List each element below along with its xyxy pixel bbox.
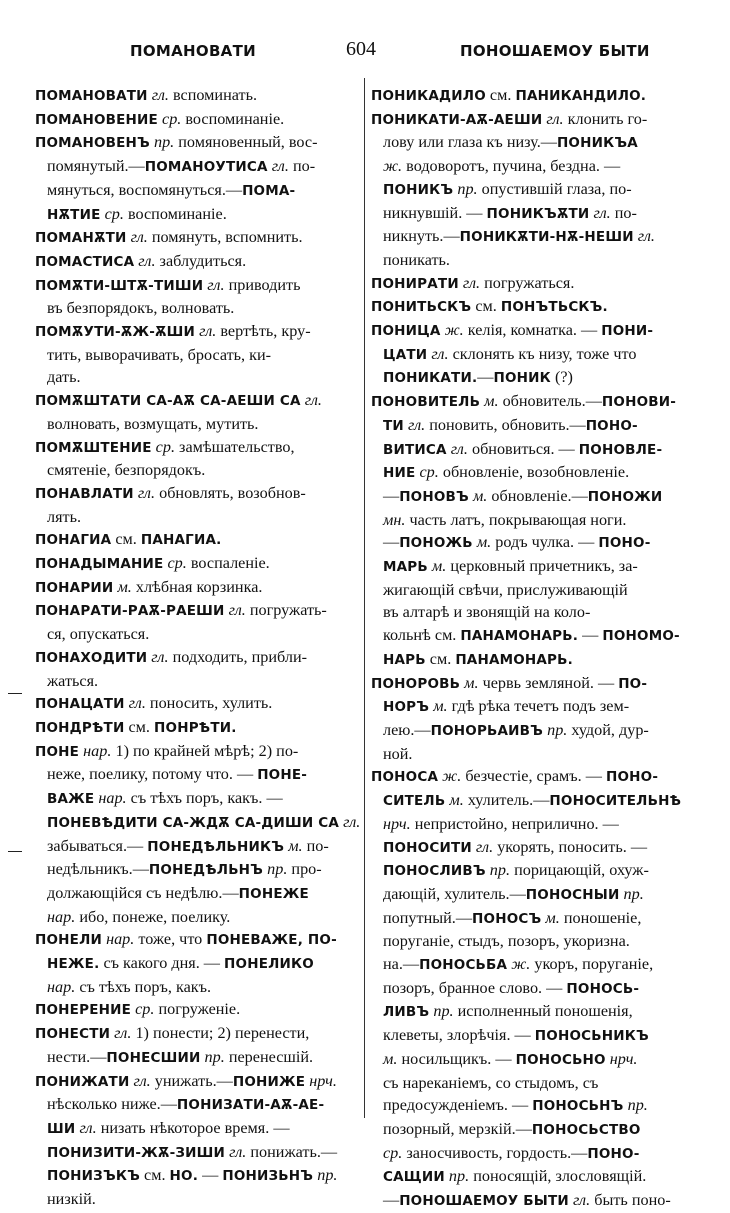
column-divider <box>364 78 365 1118</box>
entry-line: забываться.— ПОНЕДѢЛЬНИКЪ м. по- <box>47 836 329 855</box>
headword: НАРЬ <box>383 651 426 668</box>
grammar-label: ж. <box>442 767 462 786</box>
grammar-label: м. <box>484 392 499 411</box>
entry-line: волновать, возмущать, мутить. <box>47 414 259 433</box>
grammar-label: ср. <box>419 463 439 482</box>
entry-line: НАРЬ см. ПАНАМОНАРЬ. <box>383 649 573 668</box>
grammar-label: м. <box>117 577 132 596</box>
dictionary-entry <box>35 436 357 482</box>
headword: НѪТИЕ <box>47 206 101 223</box>
dictionary-entry <box>35 84 357 108</box>
grammar-label: гл. <box>637 227 655 246</box>
headword: ПОНИКЪ <box>383 181 454 198</box>
grammar-label: пр. <box>153 133 175 152</box>
entry-line: ПОНЕЛИ нар. тоже, что ПОНЕВАЖЕ, ПО- <box>35 930 337 949</box>
headword: ПОНИТЬСКЪ <box>371 299 472 316</box>
entry-line: САЩИИ пр. поносящій, злословящій. <box>383 1167 647 1186</box>
headword: ПОМАНОВЕНИЕ <box>35 111 158 128</box>
entry-line: ПОНИЗИТИ-ЖѪ-ЗИШИ гл. понижать.— <box>47 1142 338 1161</box>
entry-line: СИТЕЛЬ м. хулитель.—ПОНОСИТЕЛЬНѢ <box>383 791 682 810</box>
headword: ПО- <box>618 675 648 692</box>
headword: ПОМѪШТЕНИЕ <box>35 439 152 456</box>
headword: ПОНЕ- <box>257 767 308 784</box>
headword: ПОНОСЬ- <box>566 980 640 997</box>
grammar-label: гл. <box>431 344 449 363</box>
entry-line: ШИ гл. низать нѣкоторое время. — <box>47 1118 290 1137</box>
headword: НИЕ <box>383 465 416 482</box>
entry-line: въ безпорядокъ, волновать. <box>47 299 235 318</box>
dictionary-entry <box>35 1022 357 1069</box>
grammar-label: ср. <box>162 109 182 128</box>
headword: ПОМАНОВЕНЪ <box>35 135 150 152</box>
grammar-label: гл. <box>343 812 361 831</box>
entry-line: съ нареканіемъ, со стыдомъ, съ <box>383 1073 599 1092</box>
grammar-label: м. <box>545 908 560 927</box>
headword: ПОНЕДѢЛЬНИКЪ <box>147 838 285 855</box>
entry-line: —ПОНОЖЬ м. родъ чулка. — ПОНО- <box>383 533 651 552</box>
entry-line <box>35 389 357 413</box>
headword: ПОНИКѪТИ-НѪ-НЕШИ <box>459 229 634 246</box>
headword: ПАНИКАНДИЛО. <box>515 88 647 104</box>
grammar-label: м. <box>383 1049 398 1068</box>
entry-line: нести.—ПОНЕСШИИ пр. перенесшій. <box>47 1047 314 1066</box>
entry-line: ПОНИЖАТИ гл. унижать.—ПОНИЖЕ нрч. <box>35 1071 337 1090</box>
headword: ПОНИЖЕ <box>232 1073 306 1090</box>
entry-line: дающій, хулитель.—ПОНОСНЫИ пр. <box>383 884 644 903</box>
headword: ПОНЕСТИ <box>35 1026 111 1043</box>
entry-line: позоръ, бранное слово. — ПОНОСЬ- <box>383 978 640 997</box>
grammar-label: гл. <box>228 601 246 620</box>
entry-line: ВИТИСА гл. обновиться. — ПОНОВЛЕ- <box>383 439 663 458</box>
page-header <box>0 38 730 68</box>
grammar-label: м. <box>476 533 492 552</box>
grammar-label: пр. <box>317 1166 338 1185</box>
grammar-label: ж. <box>383 157 403 176</box>
entry-line <box>35 811 361 835</box>
grammar-label: нар. <box>47 977 76 996</box>
entry-line: лять. <box>47 507 82 526</box>
headword: ПОНЕВАЖЕ, ПО- <box>206 932 337 949</box>
dictionary-entry <box>35 576 357 600</box>
entry-line: никнуть.—ПОНИКѪТИ-НѪ-НЕШИ гл. <box>383 227 655 246</box>
grammar-label: гл. <box>79 1118 97 1137</box>
dictionary-entry <box>371 84 695 108</box>
dictionary-entry <box>35 274 357 320</box>
entry-line: нар. ибо, понеже, поелику. <box>47 907 231 926</box>
dictionary-entry <box>35 320 357 389</box>
headword: ПОНРѢТИ. <box>154 719 237 736</box>
headword: ПОНОРОВЬ <box>371 675 461 692</box>
entry-line: лею.—ПОНОРЬАИВЪ пр. худой, дур- <box>383 720 649 739</box>
entry-line: НИЕ ср. обновленіе, возобновленіе. <box>383 463 630 482</box>
entry-line: попутный.—ПОНОСЪ м. поношеніе, <box>383 908 642 927</box>
headword: ЛИВЪ <box>383 1004 430 1021</box>
grammar-label: м. <box>433 697 448 716</box>
headword: ПОНОВЛЕ- <box>578 441 663 458</box>
headword: ПОНОСЬНИКЪ <box>534 1028 649 1045</box>
dictionary-entry <box>35 740 361 929</box>
grammar-label: гл. <box>128 694 146 713</box>
headword: ПОНАРАТИ-РАѪ-РАЕШИ <box>35 603 225 620</box>
entry-line: ср. заносчивость, гордость.—ПОНО- <box>383 1143 640 1162</box>
headword: НЕЖЕ. <box>47 956 100 973</box>
grammar-label: нрч. <box>383 814 411 833</box>
headword: ПОМАНѪТИ <box>35 230 127 247</box>
headword: ПОМѪУТИ-ѪЖ-ѪШИ <box>35 324 196 341</box>
grammar-label: пр. <box>267 860 288 879</box>
entry-line: нар. съ тѣхъ поръ, какъ. <box>47 977 212 996</box>
dictionary-entry <box>371 108 695 272</box>
headword: ПАНАМОНАРЬ. <box>460 628 579 645</box>
grammar-label: ср. <box>104 204 124 223</box>
entry-line: тить, выворачивать, бросать, ки- <box>47 345 272 364</box>
headword: ПОНАРИИ <box>35 579 114 596</box>
headword: МАРЬ <box>383 559 428 576</box>
headword: ПОНИЗАТИ-АѪ-АЕ- <box>176 1097 325 1114</box>
grammar-label: м. <box>472 486 488 505</box>
headword: ПОНАГИА <box>35 532 112 549</box>
dictionary-entry <box>35 998 357 1022</box>
grammar-label: ж. <box>511 955 531 974</box>
dictionary-entry <box>371 272 695 296</box>
grammar-label: гл. <box>137 483 156 502</box>
headword: ПОНИЗЪКЪ <box>47 1168 140 1185</box>
headword: ПОНИКАТИ-АѪ-АЕШИ <box>371 111 543 128</box>
entry-line: МАРЬ м. церковный причетникъ, за- <box>383 557 638 576</box>
entry-line: ПОМѪШТЕНИЕ ср. замѣшательство, <box>35 437 295 456</box>
entry-line: мянуться, воспомянуться.—ПОМА- <box>47 180 296 199</box>
grammar-label: гл. <box>546 109 564 128</box>
entry-line: ПОНИКАТИ-АѪ-АЕШИ гл. клонить го- <box>371 109 648 128</box>
grammar-label: м. <box>449 791 464 810</box>
grammar-label: ср. <box>135 1000 155 1019</box>
entry-line: НОРЪ м. гдѣ рѣка течетъ подъ зем- <box>383 697 630 716</box>
dictionary-entry <box>35 599 357 645</box>
headword: ШИ <box>47 1120 76 1137</box>
entry-line: ПОНИКАДИЛО см. ПАНИКАНДИЛО. <box>371 86 647 104</box>
dictionary-entry <box>35 389 357 435</box>
headword: ПОНО- <box>598 535 651 552</box>
entry-line: ПОНАЦАТИ гл. поносить, хулить. <box>35 694 273 713</box>
entry-line: м. носильщикъ. — ПОНОСЬНО нрч. <box>383 1049 638 1068</box>
entry-line: низкій. <box>47 1190 96 1209</box>
headword: НОРЪ <box>383 699 430 716</box>
entry-line: ПОНАДЫМАНИЕ ср. воспаленіе. <box>35 554 270 573</box>
dictionary-entry <box>35 646 357 692</box>
entry-line: ПОНЕ нар. 1) по крайней мѣрѣ; 2) по- <box>35 741 299 760</box>
entry-line: жигающій свѣчи, прислуживающій <box>383 580 628 599</box>
margin-mark <box>8 851 22 852</box>
entry-line: поруганіе, стыдъ, позоръ, укоризна. <box>383 932 630 951</box>
entry-line: ПОМѪТИ-ШТѪ-ТИШИ гл. приводить <box>35 275 301 294</box>
headword: ПОНОШАЕМОУ БЫТИ <box>399 1193 569 1210</box>
entry-line: ПОМАНѪТИ гл. помянуть, вспомнить. <box>35 228 303 247</box>
grammar-label: гл. <box>572 1191 591 1210</box>
grammar-label: м. <box>431 557 447 576</box>
entry-line: ПОНЕРЕНИЕ ср. погруженіе. <box>35 1000 241 1019</box>
grammar-label: гл. <box>114 1024 132 1043</box>
entry-line: въ алтарѣ и звонящій на коло- <box>383 603 591 622</box>
headword: ПОМАСТИСА <box>35 253 135 270</box>
grammar-label: гл. <box>462 273 481 292</box>
headword: ПОНИ- <box>601 323 654 340</box>
entry-line: ся, опускаться. <box>47 625 150 644</box>
entry-line: ПОМАНОВЕНЪ пр. помяновенный, вос- <box>35 133 318 152</box>
dictionary-entry <box>371 390 695 671</box>
entry-line: ПОНИТЬСКЪ см. ПОНЪТЬСКЪ. <box>371 297 608 316</box>
grammar-label: гл. <box>271 157 289 176</box>
entry-line: никнувшій. — ПОНИКЪѪТИ гл. по- <box>383 203 637 222</box>
headword: ПОНОСИТИ <box>383 839 472 856</box>
headword: ПОНОРЬАИВЪ <box>430 722 544 739</box>
entry-line: позорный, мерзкій.—ПОНОСЬСТВО <box>383 1119 641 1138</box>
right-column <box>371 84 695 1213</box>
grammar-label: ср. <box>155 437 175 456</box>
headword: ПОНОСЬНО <box>515 1051 606 1068</box>
entry-line: ПОНАХОДИТИ гл. подходить, прибли- <box>35 647 308 666</box>
headword: ПОНЕЖЕ <box>238 885 309 902</box>
entry-line: неже, поелику, потому что. — ПОНЕ- <box>47 765 308 784</box>
entry-line: ПОМАНОВАТИ гл. вспоминать. <box>35 86 258 104</box>
headword: ПОНОСЬСТВО <box>531 1121 641 1138</box>
grammar-label: гл. <box>133 1071 151 1090</box>
entry-line: нѣсколько ниже.—ПОНИЗАТИ-АѪ-АЕ- <box>47 1095 325 1114</box>
headword: ПОНИКЪА <box>556 135 638 152</box>
grammar-label: мн. <box>383 510 406 529</box>
entry-line: ВАЖЕ нар. съ тѣхъ поръ, какъ. — <box>47 789 283 808</box>
grammar-label: пр. <box>623 884 644 903</box>
grammar-label: гл. <box>304 391 322 410</box>
dictionary-entry <box>35 692 357 716</box>
entry-line: ной. <box>383 744 413 763</box>
headword: ПОМѪШТАТИ СА-АѪ СА-АЕШИ СА <box>35 393 301 410</box>
grammar-label: нрч. <box>309 1071 337 1090</box>
entry-line: ПОНАГИА см. ПАНАГИА. <box>35 530 222 549</box>
entry-line: на.—ПОНОСЬБА ж. укоръ, поруганіе, <box>383 955 654 974</box>
grammar-label: м. <box>288 836 303 855</box>
grammar-label: пр. <box>489 861 511 880</box>
dictionary-entry <box>35 528 357 552</box>
entry-line: ПОНАВЛАТИ гл. обновлять, возобнов- <box>35 483 306 502</box>
headword: ПОНО- <box>585 417 638 434</box>
entry-line: ТИ гл. поновить, обновить.—ПОНО- <box>383 415 638 434</box>
headword: ПОНОСЬБА <box>419 957 508 974</box>
entry-line: ПОНИЗЪКЪ см. НО. — ПОНИЗЬНЪ пр. <box>47 1166 338 1185</box>
running-head-right: ПОНОШАЕМОУ БЫТИ <box>460 42 650 60</box>
page-number: 604 <box>346 38 376 60</box>
headword: ПОНОСЪ <box>472 910 542 927</box>
entry-line: ПОНАРИИ м. хлѣбная корзинка. <box>35 577 263 596</box>
entry-line: НЕЖЕ. съ какого дня. — ПОНЕЛИКО <box>47 954 314 973</box>
headword: ЦАТИ <box>383 346 428 363</box>
grammar-label: м. <box>464 673 479 692</box>
grammar-label: пр. <box>204 1047 225 1066</box>
grammar-label: ср. <box>167 554 187 573</box>
entry-line: ПОНЕСТИ гл. 1) понести; 2) перенести, <box>35 1024 310 1043</box>
headword: ПОНОСНЫИ <box>525 886 620 903</box>
headword: ПОНОСЛИВЪ <box>383 863 486 880</box>
dictionary-entry <box>35 131 357 226</box>
grammar-label: гл. <box>229 1142 247 1161</box>
headword: ПОНО- <box>605 769 659 786</box>
headword: ПОНОВИ- <box>601 394 677 411</box>
entry-line: —ПОНОШАЕМОУ БЫТИ гл. быть поно- <box>383 1191 671 1210</box>
entry-line: ПОНОРОВЬ м. червь земляной. — ПО- <box>371 673 648 692</box>
dictionary-entry <box>371 765 695 1212</box>
headword: ПОНОМО- <box>602 628 680 645</box>
headword: ПОНИЦА <box>371 323 441 340</box>
grammar-label: гл. <box>450 439 468 458</box>
dictionary-entry <box>371 319 695 390</box>
entry-line: ПОМѪУТИ-ѪЖ-ѪШИ гл. вертѣть, кру- <box>35 322 311 341</box>
dictionary-entry <box>371 295 695 319</box>
entry-line: ж. водоворотъ, пучина, бездна. — <box>383 157 621 176</box>
entry-line: ПОМАСТИСА гл. заблудиться. <box>35 251 247 270</box>
grammar-label: нар. <box>83 741 112 760</box>
headword: ПОНАХОДИТИ <box>35 649 148 666</box>
headword: ПОНИКАТИ. <box>383 370 478 387</box>
entry-line: помянутый.—ПОМАНОУТИСА гл. по- <box>47 157 316 176</box>
headword: САЩИИ <box>383 1169 445 1186</box>
headword: ПОНОВИТЕЛЬ <box>371 394 481 411</box>
grammar-label: пр. <box>433 1002 454 1021</box>
dictionary-entry <box>371 672 695 766</box>
headword: ПОНОСЬНЪ <box>532 1098 624 1115</box>
entry-line: предосужденіемъ. — ПОНОСЬНЪ пр. <box>383 1096 648 1115</box>
headword: ПОМАНОУТИСА <box>144 159 268 176</box>
running-head-left: ПОМАНОВАТИ <box>130 42 256 60</box>
entry-line: ПОНАРАТИ-РАѪ-РАЕШИ гл. погружать- <box>35 601 327 620</box>
grammar-label: пр. <box>547 720 568 739</box>
entry-line: ПОНОСИТИ гл. укорять, поносить. — <box>383 837 648 856</box>
margin-mark <box>8 693 22 694</box>
headword: ПОНИЗИТИ-ЖѪ-ЗИШИ <box>47 1144 226 1161</box>
grammar-label: нар. <box>47 907 76 926</box>
headword: ПОНАДЫМАНИЕ <box>35 556 164 573</box>
headword: ПАНАМОНАРЬ. <box>455 651 573 668</box>
headword: ПОНАЦАТИ <box>35 696 125 713</box>
entry-line: смятеніе, безпорядокъ. <box>47 461 206 480</box>
grammar-label: ж. <box>444 321 464 340</box>
headword: ПОНЪТЬСКЪ. <box>500 299 608 316</box>
grammar-label: гл. <box>138 251 156 270</box>
entry-line: ПОНИЦА ж. келія, комнатка. — ПОНИ- <box>371 321 654 340</box>
entry-line: нрч. непристойно, неприлично. — <box>383 814 619 833</box>
dictionary-entry <box>35 716 357 740</box>
entry-line: ПОНИРАТИ гл. погружаться. <box>371 273 575 292</box>
grammar-label: гл. <box>151 86 169 104</box>
headword: ПОНОСА <box>371 769 439 786</box>
dictionary-entry <box>35 226 357 250</box>
headword: СИТЕЛЬ <box>383 793 446 810</box>
entry-line: ПОНДРѢТИ см. ПОНРѢТИ. <box>35 717 237 736</box>
entry-line: клеветы, злорѣчія. — ПОНОСЬНИКЪ <box>383 1026 649 1045</box>
headword: ПОНЕВѢДИТИ СА-ЖДѪ СА-ДИШИ СА <box>47 814 340 831</box>
headword: ПОНИКЪѪТИ <box>486 205 590 222</box>
grammar-label: гл. <box>151 647 169 666</box>
headword: ПОНИК <box>493 370 551 387</box>
headword: ТИ <box>383 417 404 434</box>
grammar-label: пр. <box>457 179 478 198</box>
entry-line: ПОМАНОВЕНИЕ ср. воспоминаніе. <box>35 109 285 128</box>
dictionary-entry <box>35 108 357 132</box>
entry-line: поникать. <box>383 250 450 269</box>
headword: ПОНИКАДИЛО <box>371 88 486 104</box>
headword: ПОНИЖАТИ <box>35 1073 130 1090</box>
dictionary-entry <box>35 250 357 274</box>
headword: НО. <box>169 1168 199 1185</box>
entry-line: жаться. <box>47 671 99 690</box>
headword: ВИТИСА <box>383 441 447 458</box>
entry-line: лову или глаза къ низу.—ПОНИКЪА <box>383 133 638 152</box>
grammar-label: гл. <box>407 415 426 434</box>
grammar-label: гл. <box>207 275 225 294</box>
headword: ПОНЕЛИКО <box>224 956 314 973</box>
grammar-label: гл. <box>199 322 217 341</box>
entry-line: ПОНОСЛИВЪ пр. порицающій, охуж- <box>383 861 649 880</box>
entry-line: должающійся съ недѣлю.—ПОНЕЖЕ <box>47 883 309 902</box>
dictionary-entry <box>35 928 357 998</box>
headword: ПАНАГИА. <box>140 532 222 549</box>
headword: ПОНОЖЬ <box>399 535 473 552</box>
headword: ПОМѪТИ-ШТѪ-ТИШИ <box>35 277 204 294</box>
entry-line: кольнѣ см. ПАНАМОНАРЬ. — ПОНОМО- <box>383 626 680 645</box>
headword: ПОНЕЛИ <box>35 932 103 949</box>
grammar-label: нар. <box>98 789 127 808</box>
left-column <box>35 84 361 1211</box>
headword: ПОМА- <box>242 182 296 199</box>
headword: ПОНЕДѢЛЬНЪ <box>148 862 264 879</box>
headword: ПОНЕСШИИ <box>106 1049 201 1066</box>
grammar-label: нар. <box>106 930 135 949</box>
headword: ПОНАВЛАТИ <box>35 485 134 502</box>
headword: ВАЖЕ <box>47 791 95 808</box>
grammar-label: гл. <box>593 203 611 222</box>
entry-line: недѣльникъ.—ПОНЕДѢЛЬНЪ пр. про- <box>47 860 322 879</box>
headword: ПОМАНОВАТИ <box>35 88 148 104</box>
entry-line: ЛИВЪ пр. исполненный поношенія, <box>383 1002 633 1021</box>
grammar-label: ср. <box>383 1143 403 1162</box>
entry-line: дать. <box>47 368 81 387</box>
headword: ПОНОЖИ <box>587 488 663 505</box>
headword: ПОНЕРЕНИЕ <box>35 1002 132 1019</box>
headword: ПОНДРѢТИ <box>35 719 125 736</box>
headword: ПОНЕ <box>35 743 80 760</box>
dictionary-entry <box>35 482 357 528</box>
grammar-label: гл. <box>130 228 148 247</box>
grammar-label: пр. <box>627 1096 648 1115</box>
grammar-label: нрч. <box>609 1049 638 1068</box>
entry-line: ПОНИКАТИ.—ПОНИК (?) <box>383 368 573 387</box>
entry-line: ЦАТИ гл. склонять къ низу, тоже что <box>383 344 637 363</box>
headword: ПОНО- <box>587 1145 640 1162</box>
entry-line: ПОНОСА ж. безчестіе, срамъ. — ПОНО- <box>371 767 659 786</box>
entry-line: ПОНИКЪ пр. опустившій глаза, по- <box>383 179 632 198</box>
headword: ПОНОСИТЕЛЬНѢ <box>549 793 682 810</box>
entry-line: —ПОНОВЪ м. обновленіе.—ПОНОЖИ <box>383 486 663 505</box>
headword: ПОНИЗЬНЪ <box>222 1168 314 1185</box>
dictionary-entry <box>35 552 357 576</box>
entry-line: ПОНОВИТЕЛЬ м. обновитель.—ПОНОВИ- <box>371 392 677 411</box>
dictionary-entry <box>35 1070 357 1211</box>
headword: ПОНИРАТИ <box>371 275 459 292</box>
entry-line: НѪТИЕ ср. воспоминаніе. <box>47 204 227 223</box>
grammar-label: гл. <box>475 837 494 856</box>
grammar-label: пр. <box>448 1167 470 1186</box>
entry-line: мн. часть латъ, покрывающая ноги. <box>383 510 627 529</box>
headword: ПОНОВЪ <box>399 488 469 505</box>
